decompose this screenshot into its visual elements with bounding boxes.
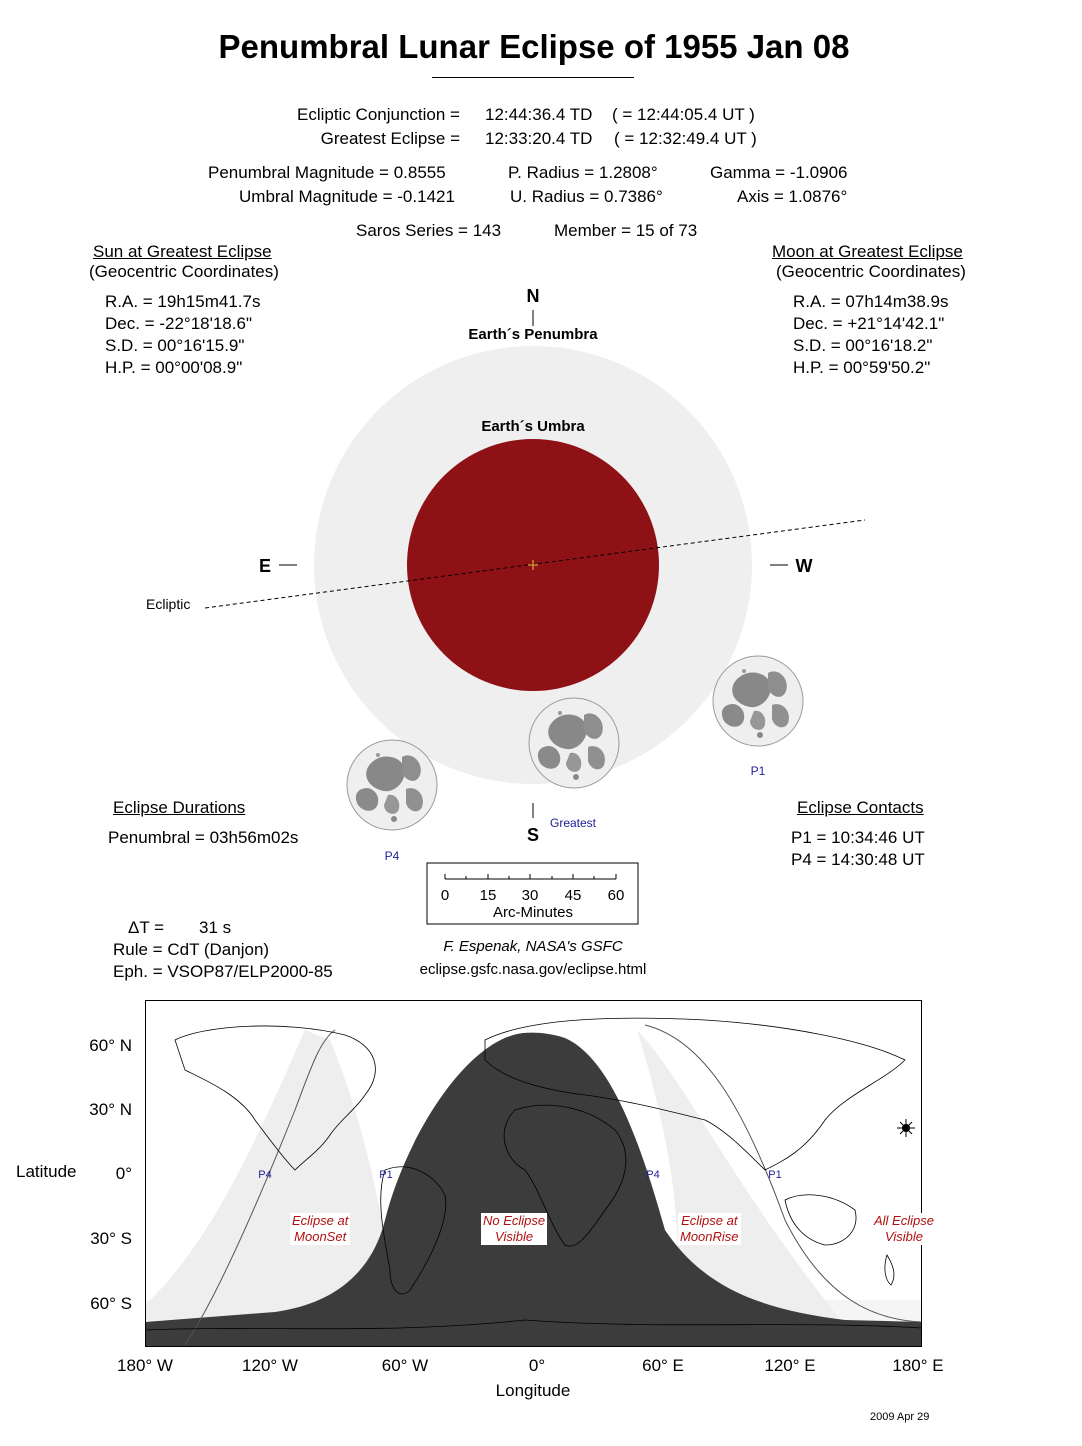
lat-30n: 30° N (89, 1100, 132, 1119)
scale-tick-30: 30 (521, 887, 539, 904)
south-label: S (526, 825, 540, 845)
conjunction-td: 12:44:36.4 TD (485, 105, 593, 124)
sun-subheading: (Geocentric Coordinates) (89, 262, 279, 281)
moon-hp: H.P. = 00°59'50.2" (793, 358, 931, 377)
moon-p1 (713, 656, 803, 746)
longitude-title: Longitude (495, 1381, 571, 1400)
conjunction-label: Ecliptic Conjunction = (296, 105, 460, 124)
lon-180w: 180° W (117, 1356, 173, 1375)
west-label: W (795, 556, 813, 576)
label-all-eclipse: All Eclipse Visible (874, 1213, 934, 1244)
scale-bar (426, 862, 640, 926)
conjunction-ut: ( = 12:44:05.4 UT ) (612, 105, 755, 124)
map-p1-b: P1 (768, 1169, 782, 1181)
penumbra-label: Earth´s Penumbra (468, 326, 598, 343)
moon-p4 (347, 740, 437, 830)
greatest-label-diagram: Greatest (550, 816, 597, 830)
ecliptic-label: Ecliptic (146, 596, 191, 612)
ephemeris: Eph. = VSOP87/ELP2000-85 (113, 962, 333, 981)
moon-dec: Dec. = +21°14'42.1" (793, 314, 945, 333)
durations-heading: Eclipse Durations (113, 798, 246, 817)
scale-tick-60: 60 (607, 887, 625, 904)
sun-hp: H.P. = 00°00'08.9" (105, 358, 243, 377)
greatest-ut: ( = 12:32:49.4 UT ) (614, 129, 757, 148)
sun-sd: S.D. = 00°16'15.9" (105, 336, 245, 355)
u-radius: U. Radius = 0.7386° (510, 187, 663, 206)
moon-heading: Moon at Greatest Eclipse (772, 242, 963, 261)
eclipse-diagram (0, 280, 1082, 860)
lat-0: 0° (115, 1164, 132, 1183)
map-p4-b: P4 (646, 1169, 660, 1181)
moon-sd: S.D. = 00°16'18.2" (793, 336, 933, 355)
p1-label: P1 (750, 764, 766, 778)
axis: Axis = 1.0876° (737, 187, 848, 206)
title-underline (432, 77, 634, 78)
sun-ra: R.A. = 19h15m41.7s (105, 292, 261, 311)
p4-label: P4 (384, 849, 400, 860)
lon-0: 0° (528, 1356, 546, 1375)
lon-120w: 120° W (242, 1356, 298, 1375)
map-p4-a: P4 (258, 1169, 272, 1181)
rule: Rule = CdT (Danjon) (113, 940, 270, 959)
contacts-heading: Eclipse Contacts (797, 798, 924, 817)
scale-tick-0: 0 (440, 887, 450, 904)
sun-dec: Dec. = -22°18'18.6" (105, 314, 252, 333)
map-p1-a: P1 (379, 1169, 393, 1181)
umbral-magnitude: Umbral Magnitude = -0.1421 (239, 187, 455, 206)
umbra-label: Earth´s Umbra (481, 418, 585, 435)
greatest-td: 12:33:20.4 TD (485, 129, 593, 148)
sun-heading: Sun at Greatest Eclipse (93, 242, 272, 261)
lon-120e: 120° E (764, 1356, 816, 1375)
world-map (145, 1000, 922, 1347)
delta-t-value: 31 s (199, 918, 232, 937)
credit: F. Espenak, NASA's GSFC (443, 938, 623, 955)
greatest-label: Greatest Eclipse = (320, 129, 460, 148)
scale-tick-45: 45 (564, 887, 582, 904)
label-moonset: Eclipse at MoonSet (292, 1213, 349, 1244)
latitude-title: Latitude (16, 1162, 77, 1181)
label-moonrise: Eclipse at MoonRise (680, 1213, 739, 1244)
lat-30s: 30° S (90, 1229, 132, 1248)
lon-180e: 180° E (892, 1356, 944, 1375)
saros-series: Saros Series = 143 (356, 221, 502, 240)
label-no-eclipse: No Eclipse Visible (483, 1213, 546, 1244)
saros-member: Member = 15 of 73 (554, 221, 698, 240)
scale-tick-15: 15 (479, 887, 497, 904)
contact-p1: P1 = 10:34:46 UT (791, 828, 925, 847)
scale-unit: Arc-Minutes (492, 904, 574, 921)
east-label: E (258, 556, 272, 576)
source-url[interactable]: eclipse.gsfc.nasa.gov/eclipse.html (419, 961, 647, 978)
lat-60n: 60° N (89, 1036, 132, 1055)
p-radius: P. Radius = 1.2808° (508, 163, 658, 182)
gamma: Gamma = -1.0906 (710, 163, 848, 182)
date-stamp: 2009 Apr 29 (870, 1411, 930, 1423)
contact-p4: P4 = 14:30:48 UT (791, 850, 925, 869)
lat-60s: 60° S (90, 1294, 132, 1313)
north-label: N (526, 286, 540, 306)
delta-t-label: ΔT = (128, 918, 165, 937)
moon-subheading: (Geocentric Coordinates) (776, 262, 966, 281)
moon-greatest (529, 698, 619, 788)
penumbral-duration: Penumbral = 03h56m02s (108, 828, 299, 847)
page-title: Penumbral Lunar Eclipse of 1955 Jan 08 (218, 28, 850, 65)
penumbral-magnitude: Penumbral Magnitude = 0.8555 (208, 163, 446, 182)
lon-60e: 60° E (642, 1356, 684, 1375)
moon-ra: R.A. = 07h14m38.9s (793, 292, 949, 311)
lon-60w: 60° W (381, 1356, 429, 1375)
